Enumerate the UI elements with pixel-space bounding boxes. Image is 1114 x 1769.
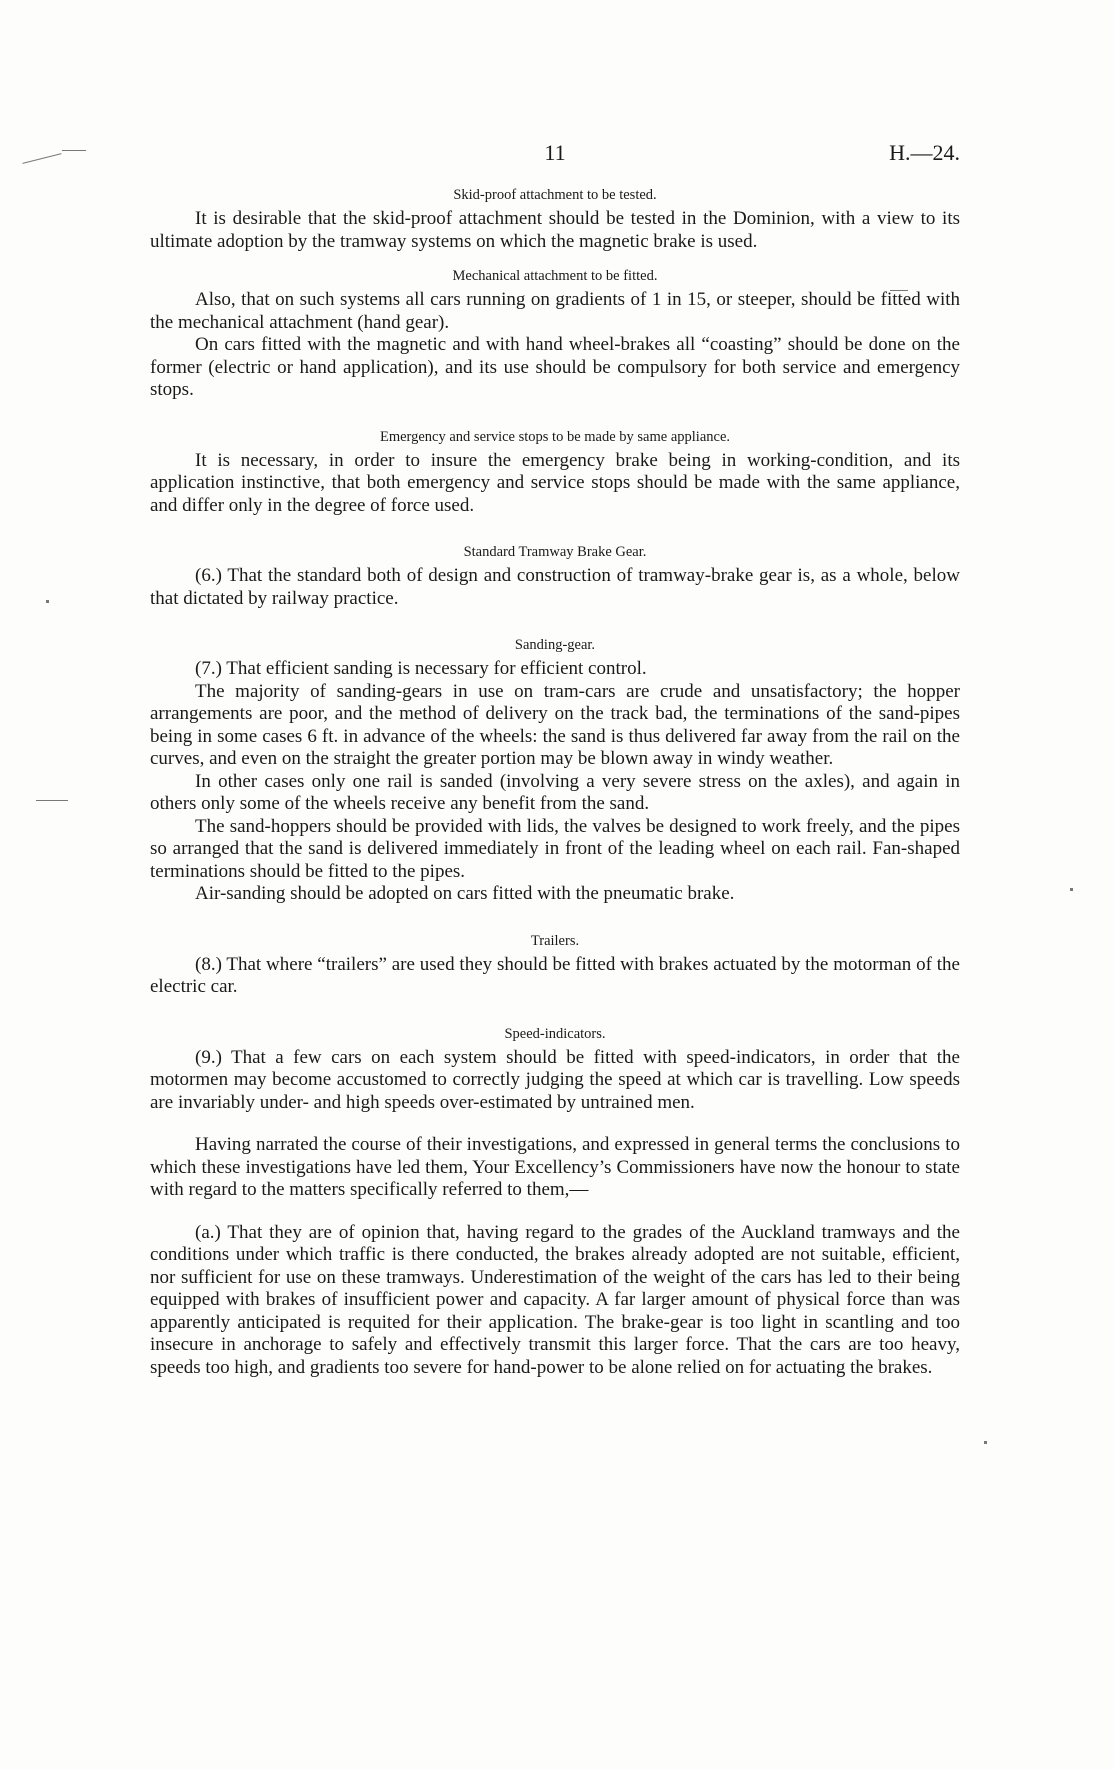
paragraph: It is necessary, in order to insure the emergency brake being in working-condition, and its application instinctive, that both emergency and service stops should be made with the same appliance, and differ only in the degree of force used. xyxy=(150,449,960,516)
paragraph: (9.) That a few cars on each system should be fitted with speed-indicators, in order that the motormen may become accustomed to correctly judging the speed at which car is travelling. Low speeds are invariably under- and high speeds over-estimated by untrained men. xyxy=(150,1046,960,1113)
section-heading: Standard Tramway Brake Gear. xyxy=(463,544,647,560)
section-heading: Emergency and service stops to be made by same appliance. xyxy=(379,428,731,445)
scan-mark xyxy=(22,153,61,164)
section-heading: Skid-proof attachment to be tested. xyxy=(453,187,657,203)
paragraph: (7.) That efficient sanding is necessary for efficient control. xyxy=(195,658,647,679)
scan-mark xyxy=(1070,888,1073,891)
scan-mark xyxy=(984,1441,987,1444)
paragraph: Also, that on such systems all cars running on gradients of 1 in 15, or steeper, should be fitted with the mechanical attachment (hand gear). xyxy=(150,289,960,333)
scan-mark xyxy=(36,800,68,801)
section-heading: Mechanical attachment to be fitted. xyxy=(452,268,658,284)
paragraph: Air-sanding should be adopted on cars fitted with the pneumatic brake. xyxy=(195,883,735,904)
finding-paragraph: (a.) That they are of opinion that, having regard to the grades of the Auckland tramways and the conditions under which traffic is there conducted, the brakes already adopted are not suitable, efficient, nor sufficient for use on these tramways. Underestimation of the weight of the cars has led to their being equipped with brakes of insufficient power and capacity. A far larger amount of physical force than was apparently anticipated is requited for their application. The brake-gear is too light in scantling and too insecure in anchorage to safely and effectively transmit this larger force. That the cars are too heavy, speeds too high, and gradients too severe for hand-power to be alone relied on for actuating the brakes. xyxy=(150,1221,960,1378)
paragraph: (8.) That where “trailers” are used they should be fitted with brakes actuated by the motorman of the electric car. xyxy=(150,953,960,997)
scan-mark xyxy=(46,600,49,603)
section-heading: Speed-indicators. xyxy=(504,1025,606,1042)
paragraph: On cars fitted with the magnetic and with hand wheel-brakes all “coasting” should be done on the former (electric or hand application), and its use should be compulsory for both service and emergency stops. xyxy=(150,334,960,400)
document-reference: H.—24. xyxy=(889,140,960,165)
page-header xyxy=(150,140,960,170)
page-number: 11 xyxy=(544,140,566,165)
page-body xyxy=(150,184,960,1379)
section-heading: Sanding-gear. xyxy=(514,637,596,653)
paragraph: The sand-hoppers should be provided with lids, the valves be designed to work freely, and the pipes so arranged that the sand is delivered immediately in front of the leading wheel on each rail. Fan-shaped terminations should be fitted to the pipes. xyxy=(150,815,960,882)
section-heading: Trailers. xyxy=(530,932,580,949)
paragraph: The majority of sanding-gears in use on tram-cars are crude and unsatisfactory; the hopper arrangements are poor, and the method of delivery on the track bad, the terminations of the sand-pipes being in some cases 6 ft. in advance of the wheels: the sand is thus delivered far away from the rail on the curves, and even on the straight the greater portion may be blown away in windy weather. xyxy=(150,680,960,769)
scan-mark xyxy=(62,150,86,151)
paragraph: (6.) That the standard both of design and construction of tramway-brake gear is, as a whole, below that dictated by railway practice. xyxy=(150,565,960,609)
paragraph: It is desirable that the skid-proof attachment should be tested in the Dominion, with a view to its ultimate adoption by the tramway systems on which the magnetic brake is used. xyxy=(150,208,960,252)
paragraph: In other cases only one rail is sanded (involving a very severe stress on the axles), and again in others only some of the wheels receive any benefit from the sand. xyxy=(150,770,960,814)
closing-paragraph: Having narrated the course of their investigations, and expressed in general terms the conclusions to which these investigations have led them, Your Excellency’s Commissioners have now the honour to state with regard to the matters specifically referred to them,— xyxy=(150,1134,960,1200)
